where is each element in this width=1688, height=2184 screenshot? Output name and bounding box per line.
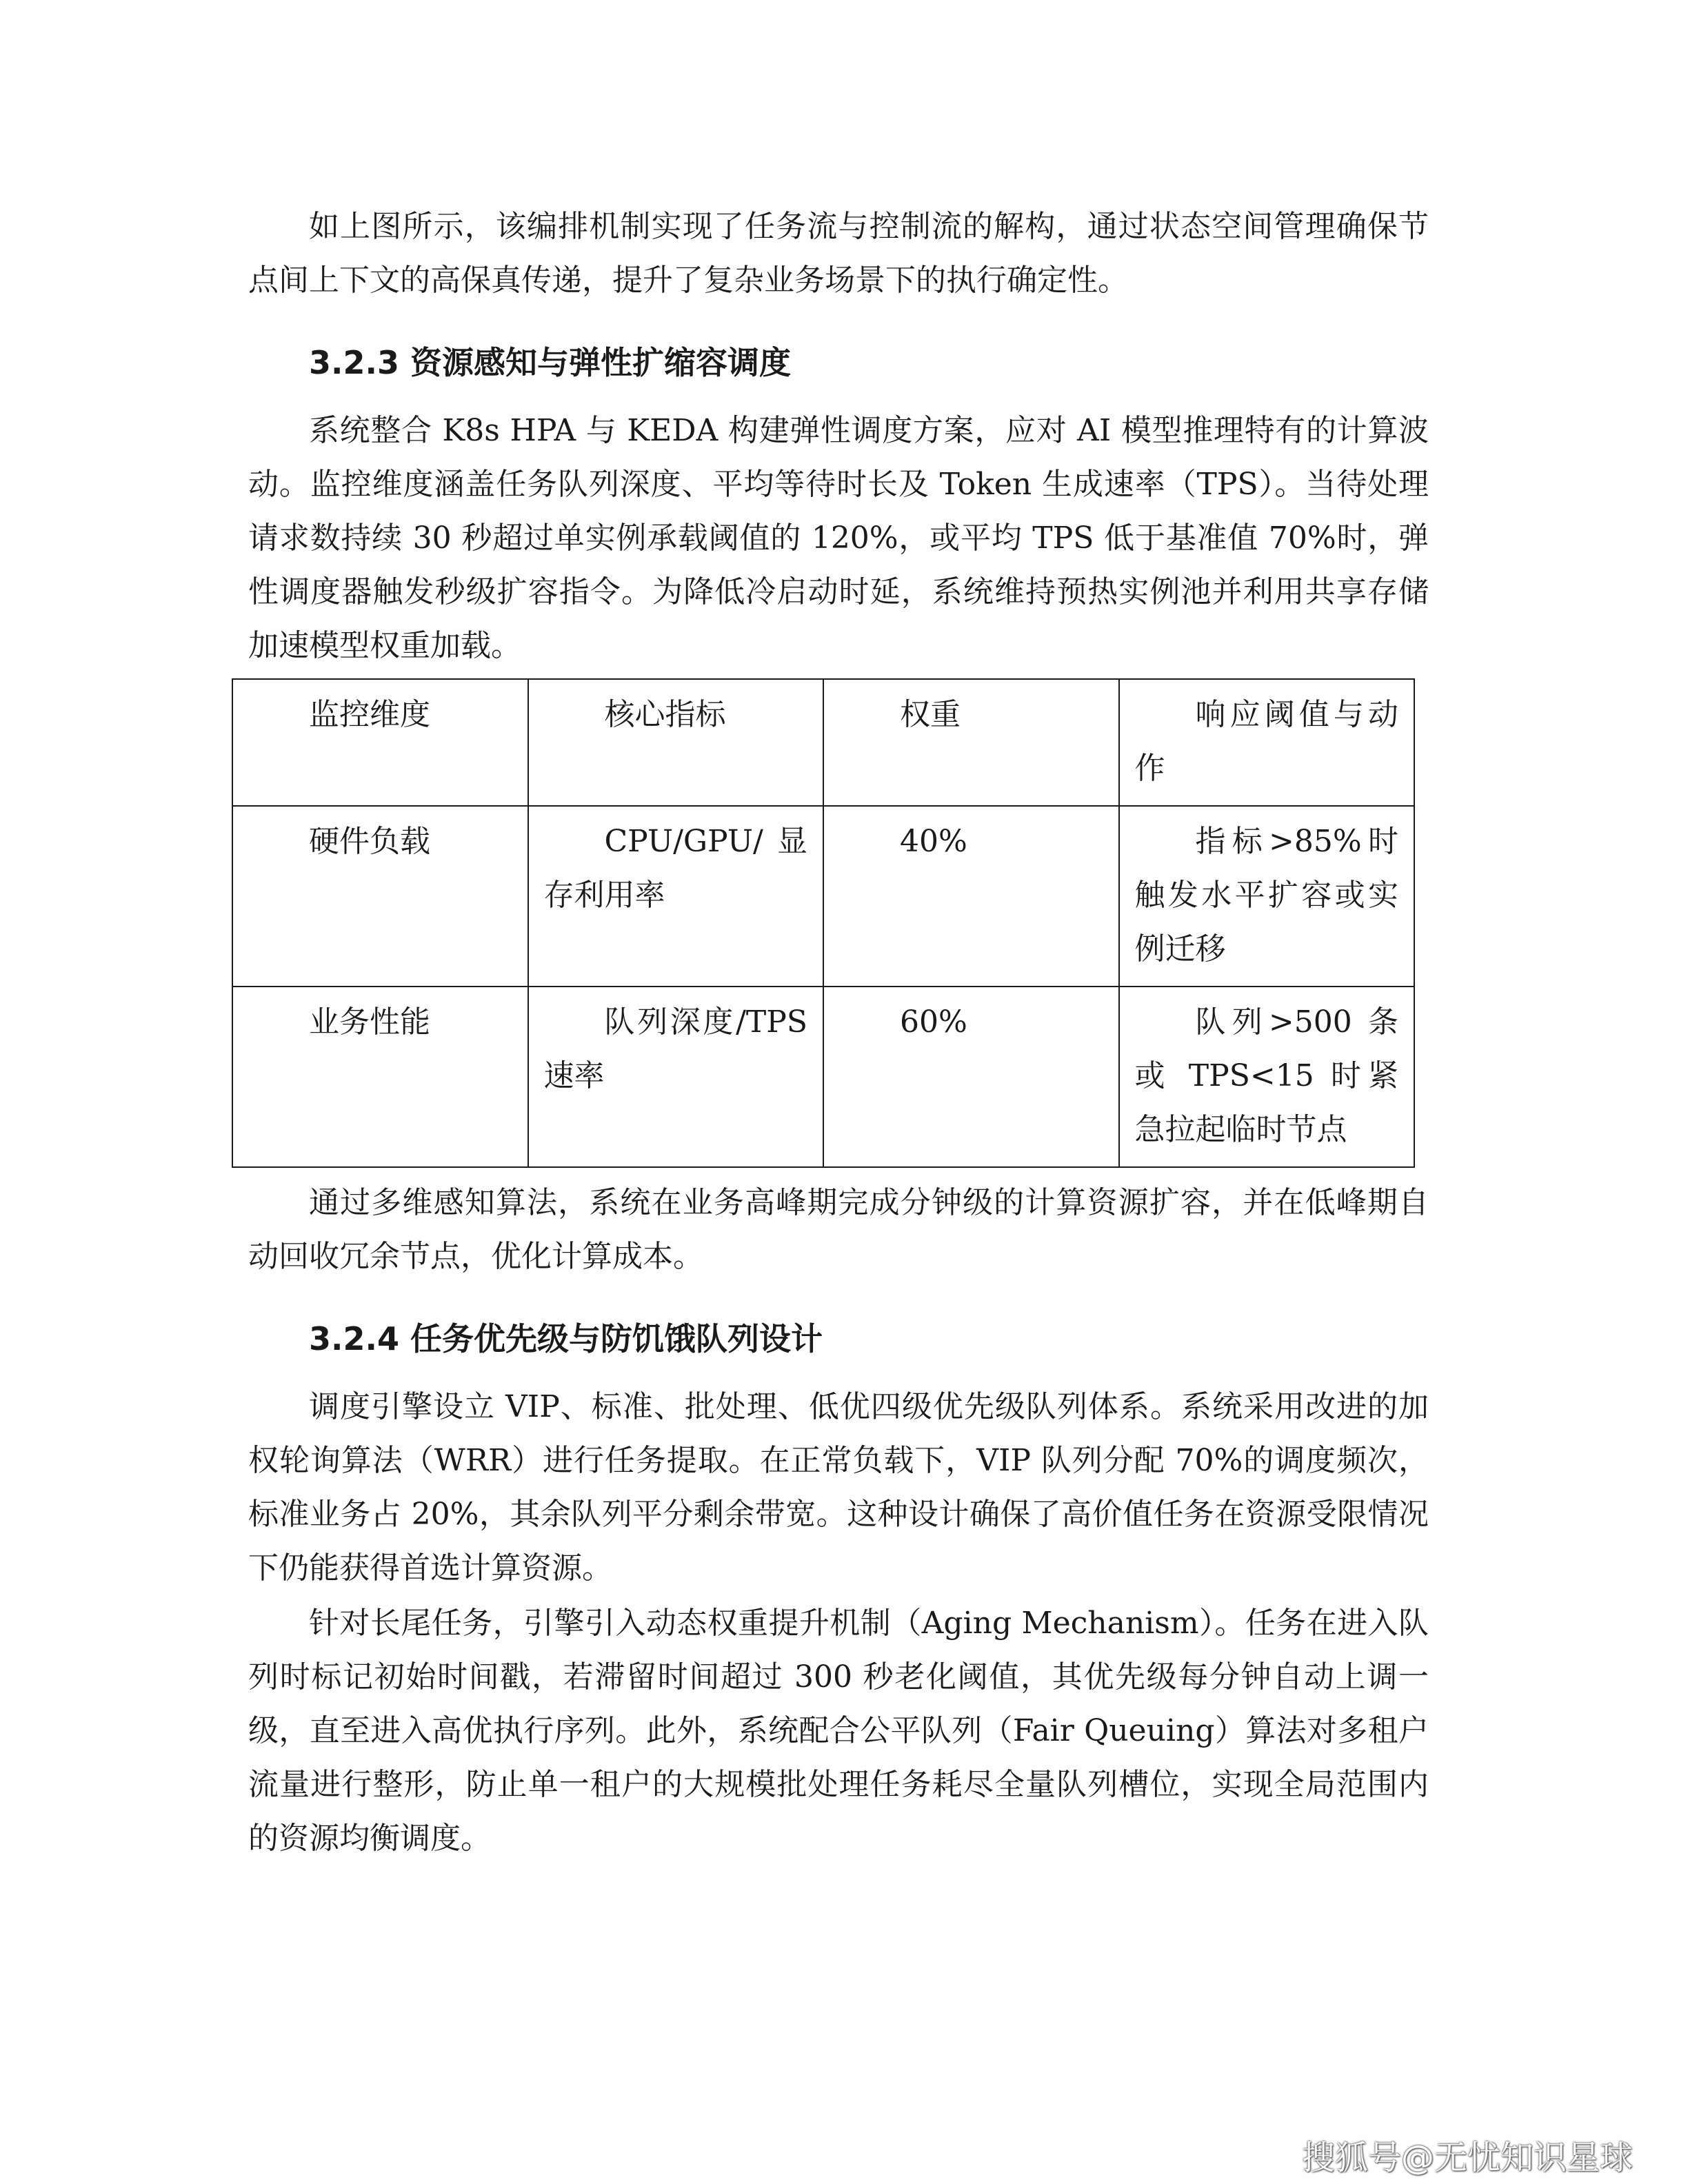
table-row <box>232 987 1414 1167</box>
table-cell: 队列深度/TPS 速率 <box>528 987 824 1167</box>
section-heading-3-2-4: 3.2.4 任务优先级与防饥饿队列设计 <box>309 1320 823 1357</box>
paragraph-intro: 如上图所示，该编排机制实现了任务流与控制流的解构，通过状态空间管理确保节点间上下文的高保真传递，提升了复杂业务场景下的执行确定性。 <box>248 209 1429 298</box>
table-header-cell: 响应阈值与动作 <box>1119 679 1415 806</box>
paragraph-elastic-scheduling: 系统整合 K8s HPA 与 KEDA 构建弹性调度方案，应对 AI 模型推理特有的计算波动。监控维度涵盖任务队列深度、平均等待时长及 Token 生成速率（TPS）。当待处理请求数持续 30 秒超过单实例承载阈值的 120%，或平均 TPS 低于基准值 70%时，弹性调度器触发秒级扩容指令。为降低冷启动时延，系统维持预热实例池并利用共享存储加速模型权重加载。 <box>248 413 1429 663</box>
watermark-text: 搜狐号@无忧知识星球 <box>1301 2138 1633 2177</box>
table-header-cell: 核心指标 <box>528 679 824 806</box>
paragraph-priority-queues: 调度引擎设立 VIP、标准、批处理、低优四级优先级队列体系。系统采用改进的加权轮询算法（WRR）进行任务提取。在正常负载下，VIP 队列分配 70%的调度频次，标准业务占 20%，其余队列平分剩余带宽。这种设计确保了高价值任务在资源受限情况下仍能获得首选计算资源。 <box>248 1389 1429 1586</box>
table-cell: 40% <box>823 806 1119 987</box>
table-header-row <box>232 679 1414 806</box>
table-header-cell: 权重 <box>823 679 1119 806</box>
table-cell: 队列>500 条或 TPS<15 时紧急拉起临时节点 <box>1119 987 1415 1167</box>
table-cell: 业务性能 <box>232 987 528 1167</box>
table-cell: 60% <box>823 987 1119 1167</box>
table-cell: 硬件负载 <box>232 806 528 987</box>
table-row <box>232 806 1414 987</box>
paragraph-aging-mechanism: 针对长尾任务，引擎引入动态权重提升机制（Aging Mechanism）。任务在进入队列时标记初始时间戳，若滞留时间超过 300 秒老化阈值，其优先级每分钟自动上调一级，直至进入高优执行序列。此外，系统配合公平队列（Fair Queuing）算法对多租户流量进行整形，防止单一租户的大规模批处理任务耗尽全量队列槽位，实现全局范围内的资源均衡调度。 <box>248 1606 1429 1856</box>
section-heading-3-2-3: 3.2.3 资源感知与弹性扩缩容调度 <box>309 344 791 381</box>
table-cell: 指标>85%时触发水平扩容或实例迁移 <box>1119 806 1415 987</box>
table-header-cell: 监控维度 <box>232 679 528 806</box>
table-cell: CPU/GPU/显存利用率 <box>528 806 824 987</box>
monitoring-metrics-table <box>232 678 1415 1168</box>
paragraph-multi-dimension: 通过多维感知算法，系统在业务高峰期完成分钟级的计算资源扩容，并在低峰期自动回收冗余节点，优化计算成本。 <box>248 1185 1429 1274</box>
